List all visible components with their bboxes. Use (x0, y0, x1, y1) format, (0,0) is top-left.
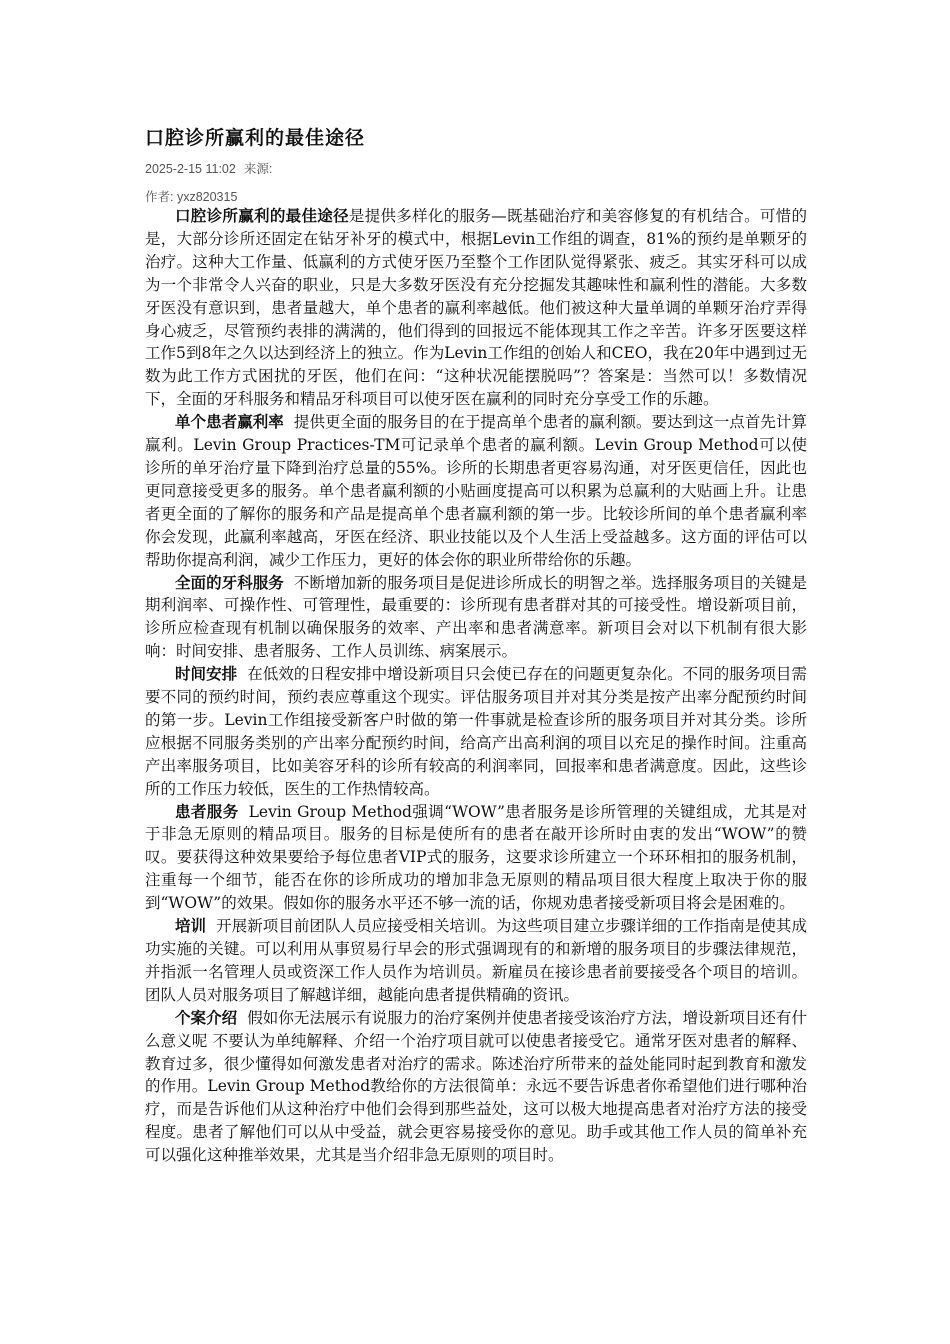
article-meta (145, 161, 807, 177)
paragraph-lead: 单个患者赢利率 (175, 412, 284, 432)
paragraph-text: 提供更全面的服务目的在于提高单个患者的赢利额。要达到这一点首先计算赢利。Levin Group Practices-TM可记录单个患者的赢利额。Levin Group Method可以使诊所的单牙治疗量下降到治疗总量的55%。诊所的长期患者更容易沟通，对牙医更信任，因此也更同意接受更多的服务。单个患者赢利额的小贴画度提高可以积累为总赢利的大贴画上升。让患者更全面的了解你的服务和产品是提高单个患者赢利额的第一步。比较诊所间的单个患者赢利率你会发现，此赢利率越高，牙医在经济、职业技能以及个人生活上受益越多。这方面的评估可以帮助你提高利润，减少工作压力，更好的体会你的职业所带给你的乐趣。 (145, 413, 807, 569)
paragraph-text: 假如你无法展示有说服力的治疗案例并使患者接受该治疗方法，增设新项目还有什么意义呢 不要认为单纯解释、介绍一个治疗项目就可以使患者接受它。通常牙医对患者的解释、教育过多，很少懂得如何激发患者对治疗的需求。陈述治疗所带来的益处能同时起到教育和激发的作用。Levin Group Method教给你的方法很简单：永远不要告诉患者你希望他们进行哪种治疗，而是告诉他们从这种治疗中他们会得到那些益处，这可以极大地提高患者对治疗方法的接受程度。患者了解他们可以从中受益，就会更容易接受你的意见。助手或其他工作人员的简单补充可以强化这种推举效果，尤其是当介绍非急无原则的项目时。 (145, 1008, 807, 1165)
paragraph-intro (145, 205, 807, 411)
paragraph-lead: 个案介绍 (175, 1007, 238, 1027)
paragraph-case-presentation (145, 1007, 807, 1167)
paragraph-lead: 培训 (175, 916, 207, 936)
paragraph-lead: 全面的牙科服务 (175, 572, 284, 592)
paragraph-lead: 时间安排 (175, 664, 238, 684)
paragraph-lead: 患者服务 (175, 801, 239, 821)
article-author: 作者: yxz820315 (145, 190, 238, 204)
article-body (145, 205, 807, 1167)
paragraph-text: Levin Group Method强调“WOW”患者服务是诊所管理的关键组成，尤其是对于非急无原则的精品项目。服务的目标是使所有的患者在敲开诊所时由衷的发出“WOW”的赞叹。要获得这种效果要给予每位患者VIP式的服务，这要求诊所建立一个环环相扣的服务机制，注重每一个细节，能否在你的诊所成功的增加非急无原则的精品项目很大程度上取决于你的服到“WOW”的效果。假如你的服务水平还不够一流的话，你规劝患者接受新项目将会是困难的。 (145, 802, 807, 913)
paragraph-single-patient-profit (145, 411, 807, 571)
paragraph-text: 是提供多样化的服务—既基础治疗和美容修复的有机结合。可惜的是，大部分诊所还固定在钻牙补牙的模式中，根据Levin工作组的调查，81%的预约是单颗牙的治疗。这种大工作量、低赢利的方式使牙医乃至整个工作团队觉得紧张、疲乏。其实牙科可以成为一个非常令人兴奋的职业，只是大多数牙医没有充分挖掘发其趣味性和赢利性的潜能。大多数牙医没有意识到，患者量越大，单个患者的赢利率越低。他们被这种大量单调的单颗牙治疗弄得身心疲乏，尽管预约表排的满满的，他们得到的回报远不能体现其工作之辛苦。许多牙医要这样工作5到8年之久以达到经济上的独立。作为Levin工作组的创始人和CEO，我在20年中遇到过无数为此工作方式困扰的牙医，他们在问：“这种状况能摆脱吗”？答案是：当然可以！多数情况下，全面的牙科服务和精品牙科项目可以使牙医在赢利的同时充分享受工作的乐趣。 (145, 207, 807, 409)
paragraph-text: 开展新项目前团队人员应接受相关培训。为这些项目建立步骤详细的工作指南是使其成功实施的关键。可以利用从事贸易行早会的形式强调现有的和新增的服务项目的步骤法律规范，并指派一名管理人员或资深工作人员作为培训员。新雇员在接诊患者前要接受各个项目的培训。团队人员对服务项目了解越详细，越能向患者提供精确的资讯。 (145, 917, 807, 1004)
paragraph-lead: 口腔诊所赢利的最佳途径 (175, 206, 349, 225)
paragraph-scheduling (145, 663, 807, 800)
article-source-label: 来源: (243, 162, 273, 176)
article-title: 口腔诊所赢利的最佳途径 (145, 127, 366, 149)
article-datetime: 2025-2-15 11:02 (145, 162, 236, 176)
paragraph-comprehensive-service (145, 572, 807, 664)
paragraph-patient-service (145, 801, 807, 916)
article (145, 125, 807, 1167)
paragraph-text: 不断增加新的服务项目是促进诊所成长的明智之举。选择服务项目的关键是期利润率、可操作性、可管理性，最重要的：诊所现有患者群对其的可接受性。增设新项目前，诊所应检查现有机制以确保服务的效率、产出率和患者满意率。新项目会对以下机制有很大影响：时间安排、患者服务、工作人员训练、病案展示。 (145, 573, 807, 661)
paragraph-training (145, 915, 807, 1007)
paragraph-text: 在低效的日程安排中增设新项目只会使已存在的问题更复杂化。不同的服务项目需要不同的预约时间，预约表应尊重这个现实。评估服务项目并对其分类是按产出率分配预约时间的第一步。Levin工作组接受新客户时做的第一件事就是检查诊所的服务项目并对其分类。诊所应根据不同服务类别的产出率分配预约时间，给高产出高利润的项目以充足的操作时间。注重高产出率服务项目，比如美容牙科的诊所有较高的利润率同，回报率和患者满意度。因此，这些诊所的工作压力较低，医生的工作热情较高。 (145, 665, 807, 798)
